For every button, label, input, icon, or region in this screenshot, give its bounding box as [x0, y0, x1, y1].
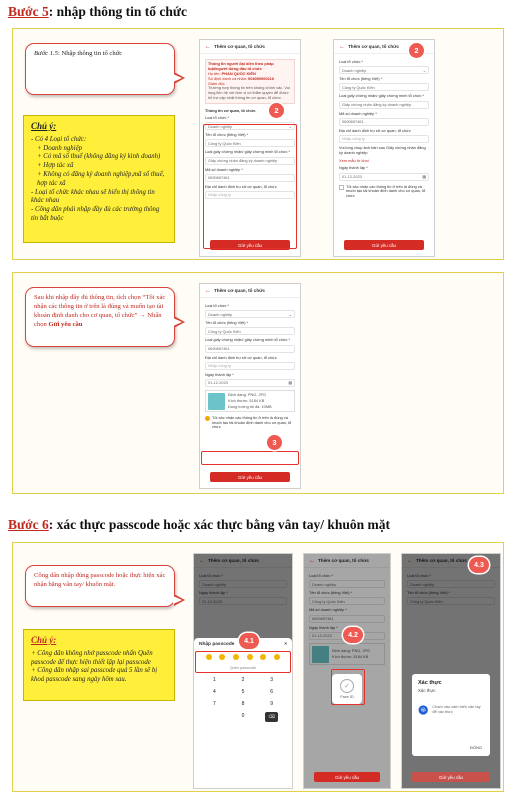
submit-button[interactable]: Gửi yêu cầu: [344, 240, 424, 250]
field-value: Công ty Quốc Kiên: [208, 140, 241, 146]
key-4[interactable]: 4: [212, 689, 216, 695]
info-notice: Trường hợp thông tin trên không chính xác. Vui lòng liên hệ với đơn vị có thẩm quyền để được hỗ trợ cập nhật thông tin cơ quan, tổ chức.: [208, 85, 290, 101]
step5b-bubble: [25, 287, 175, 347]
field-value: 0690657461: [208, 346, 230, 352]
hq-address-input[interactable]: [339, 135, 429, 143]
note-line: + Công dân không nhớ passcode nhấn Quên passcode để thực hiện thiết lập lại passcode: [31, 649, 153, 666]
step5-title: : nhập thông tin tổ chức: [48, 4, 187, 19]
tax-code-input[interactable]: [339, 118, 429, 126]
confirm-highlight-box: [201, 451, 299, 465]
upload-link[interactable]: Xem mẫu tờ khai: [339, 158, 369, 164]
step6-title: : xác thực passcode hoặc xác thực bằng vân tay/ khuôn mặt: [48, 517, 391, 532]
backspace-icon[interactable]: ⌫: [265, 712, 278, 722]
face-id-icon: ✓: [340, 679, 354, 693]
org-type-select[interactable]: [339, 66, 429, 74]
close-icon[interactable]: ×: [284, 642, 287, 647]
field-value: 0690657461: [208, 175, 230, 181]
field-placeholder: Nhập công ty: [208, 363, 231, 369]
info-value: PHAN QUỐC KIÊN: [221, 70, 256, 76]
note-line: + Không có đăng ký doanh nghiệp,mã số thuế, hợp tác xã: [37, 171, 165, 187]
field-value: Công ty Quốc Kiên: [208, 328, 241, 334]
biometric-subtitle: Xác thực: [418, 688, 436, 693]
marker-4-1: 4.1: [239, 633, 259, 649]
date-input[interactable]: [205, 379, 295, 387]
step5b-bubble-text: Sau khi nhập đầy đủ thông tin, tích chọn “Tôi xác nhận các thông tin ở trên là đúng và muốn tạo tài khoản định danh cho cơ quan, tổ chức” → Nhấn chọn: [34, 294, 166, 328]
step5-heading: [8, 4, 187, 20]
biometric-dialog: [412, 674, 490, 756]
key-1[interactable]: 1: [212, 677, 216, 683]
key-empty: [200, 711, 229, 721]
file-meta: Dung lượng tối đa: 10MB: [228, 404, 272, 410]
note-line: - Loại tổ chức khác nhau sẽ hiển thị thông tin khác nhau: [31, 188, 155, 205]
step6-panel: [12, 542, 504, 792]
step5b-panel: [12, 272, 504, 494]
field-label: Loại tổ chức *: [309, 573, 334, 578]
doc-type-select[interactable]: [339, 101, 429, 109]
field-label: Địa chỉ danh định trụ sở cơ quan, tổ chức: [205, 183, 277, 189]
info-value: 004090000216: [248, 75, 274, 81]
info-value: Giám đốc: [208, 80, 225, 86]
hq-address-input[interactable]: [205, 362, 295, 370]
info-label: Họ tên: [208, 70, 220, 76]
submit-button[interactable]: Gửi yêu cầu: [412, 772, 490, 782]
field-value: Giấy chứng nhận đăng ký doanh nghiệp: [208, 158, 278, 164]
back-arrow-icon[interactable]: ←: [339, 43, 345, 50]
tax-code-input[interactable]: [205, 345, 295, 353]
field-value: Công ty Quốc Kiên: [312, 598, 345, 604]
field-label: Mã số doanh nghiệp *: [309, 607, 347, 613]
key-7[interactable]: 7: [212, 701, 216, 707]
step6-note: [23, 629, 175, 701]
step5-bubble-prefix: Bước 1.5: [34, 50, 58, 57]
submit-button[interactable]: Gửi yêu cầu: [210, 472, 290, 482]
field-label: Mã số doanh nghiệp *: [205, 166, 243, 172]
key-5[interactable]: 5: [241, 689, 245, 695]
confirm-text: Tôi xác nhận các thông tin ở trên là đúng và muốn tạo tài khoản định danh cho cơ quan, tổ chức: [346, 183, 426, 198]
key-2[interactable]: 2: [241, 677, 245, 683]
field-label: Ngày thành lập *: [339, 165, 368, 171]
field-value: Doanh nghiệp: [208, 311, 233, 317]
field-label: Mã số doanh nghiệp *: [339, 110, 377, 116]
date-input[interactable]: [339, 173, 429, 181]
note-line: + Doanh nghiệp: [37, 144, 82, 152]
confirm-checkbox-row[interactable]: [339, 185, 429, 199]
key-0[interactable]: 0: [241, 713, 245, 719]
field-placeholder: Nhập công ty: [342, 136, 365, 142]
field-label: Tên tổ chức (tiếng Việt) *: [205, 132, 249, 138]
key-9[interactable]: 9: [270, 701, 274, 707]
field-value: 0690657461: [312, 616, 334, 622]
field-label: Ngày thành lập *: [205, 371, 234, 377]
field-label: Loại tổ chức *: [205, 115, 230, 120]
field-label: Ngày thành lập *: [309, 624, 338, 630]
marker-2b: 2: [409, 43, 424, 58]
screen-title: Thêm cơ quan, tổ chức: [214, 288, 266, 293]
chevron-down-icon: ⌄: [422, 67, 426, 73]
field-label: Loại giấy chứng nhận/ giấy chứng minh tổ chức *: [205, 149, 291, 155]
step6-note-title: Chú ý:: [31, 635, 57, 645]
confirm-checkbox-row[interactable]: [205, 416, 295, 430]
field-value: Doanh nghiệp: [342, 67, 367, 73]
file-thumbnail: [208, 393, 225, 410]
file-meta: Kích thước: 5184 KB: [332, 654, 369, 660]
note-line: - Có 4 Loại tổ chức:: [31, 135, 87, 143]
passcode-title: Nhập passcode: [199, 642, 235, 647]
biometric-title: Xác thực: [418, 680, 442, 686]
field-value: 01-12-2023: [342, 174, 362, 179]
field-label: Tên tổ chức (tiếng Việt) *: [309, 590, 353, 596]
key-3[interactable]: 3: [270, 677, 274, 683]
step5-note-title: Chú ý:: [31, 121, 57, 131]
field-placeholder: Nhập công ty: [208, 192, 231, 198]
file-meta: Định dạng: PNG, JPG: [332, 648, 371, 654]
phone-org-form-b: [333, 39, 435, 257]
upload-hint: Vui lòng chụp ảnh bản sao Giấy chứng nhận đăng ký doanh nghiệp: [339, 144, 426, 155]
field-value: 0690657461: [342, 119, 364, 125]
org-name-input[interactable]: [205, 327, 295, 335]
passcode-highlight-box: [195, 651, 291, 673]
chevron-down-icon: ⌄: [288, 311, 292, 317]
fingerprint-icon[interactable]: [418, 703, 428, 717]
note-line: + Công dân nhập sai passcode quá 5 lần sẽ bị khoá passcode sang ngày hôm sau.: [31, 667, 158, 684]
step5-bubble-text: : Nhập thông tin tổ chức: [57, 50, 123, 57]
phone-fingerprint: [401, 553, 501, 789]
field-value: Doanh nghiệp: [312, 581, 337, 587]
field-value: Công ty Quốc Kiên: [342, 84, 375, 90]
screen-title: Thêm cơ quan, tổ chức: [214, 44, 266, 49]
confirm-text: Tôi xác nhận các thông tin ở trên là đúng và muốn tạo tài khoản định danh cho cơ quan, tổ chức: [212, 414, 292, 430]
field-label: Loại giấy chứng nhận/ giấy chứng minh tổ chức *: [205, 337, 291, 343]
file-meta: Định dạng: PNG, JPG: [228, 392, 267, 398]
submit-button[interactable]: Gửi yêu cầu: [210, 240, 290, 250]
field-value: 01-12-2023: [312, 633, 332, 639]
note-line: + Hợp tác xã: [37, 162, 74, 170]
field-label: Tên tổ chức (tiếng Việt) *: [339, 76, 383, 82]
file-meta: Kích thước: 5184 KB: [228, 398, 265, 404]
field-value: Doanh nghiệp: [208, 123, 233, 129]
field-label: Loại tổ chức *: [339, 59, 364, 64]
info-label: Số định danh cá nhân: [208, 75, 246, 81]
step5-panel: [12, 28, 504, 260]
key-8[interactable]: 8: [241, 701, 245, 707]
marker-2a: 2: [269, 103, 284, 118]
field-label: Địa chỉ danh định trụ sở cơ quan, tổ chức: [339, 127, 411, 133]
field-label: Loại giấy chứng nhận/ giấy chứng minh tổ chức *: [339, 93, 425, 99]
representative-info: Thông tin người đại diện theo pháp luật/người đứng đầu tổ chức Họ tên: PHAN QUỐC KIÊN Số định danh cá nhân: 004090000216 Giám đốc Trường hợp thông tin trên không chính xác. Vui lòng liên hệ với đơn vị có thẩm quyền để được hỗ trợ cập nhật thông tin cơ quan, tổ chức.: [205, 59, 295, 104]
back-arrow-icon[interactable]: ←: [205, 287, 211, 294]
org-name-input[interactable]: [339, 83, 429, 91]
marker-4-2: 4.2: [343, 627, 363, 643]
confirm-checkbox[interactable]: [205, 416, 210, 421]
step5-bubble: [25, 43, 175, 95]
calendar-icon: ▦: [422, 174, 426, 179]
screen-title: Thêm cơ quan, tổ chức: [348, 44, 400, 49]
biometric-hint: Chạm vào cảm biến vân tay để xác thực: [432, 704, 481, 714]
info-title: Thông tin người đại diện theo pháp luật/người đứng đầu tổ chức: [208, 61, 274, 71]
step6-heading: [8, 517, 390, 533]
org-type-select[interactable]: [205, 310, 295, 318]
field-value: 01-12-2023: [208, 380, 228, 386]
keypad: [194, 673, 292, 725]
confirm-checkbox[interactable]: [339, 185, 344, 190]
field-label: Tên tổ chức (tiếng Việt) *: [205, 320, 249, 326]
chevron-down-icon: ⌄: [288, 123, 292, 129]
section-title: Thông tin cơ quan, tổ chức: [205, 108, 256, 113]
step5-label: Bước 5: [8, 4, 49, 19]
step6-label: Bước 6: [8, 517, 49, 532]
marker-3: 3: [267, 435, 282, 450]
uploaded-file[interactable]: [205, 390, 295, 412]
back-arrow-icon[interactable]: ←: [205, 43, 211, 50]
highlight-box: [203, 124, 297, 249]
screen-title: Thêm cơ quan, tổ chức: [318, 558, 370, 563]
calendar-icon: ▦: [288, 380, 292, 386]
step6-bubble-text: Công dân nhập đúng passcode hoặc thực hiện xác nhận bằng vân tay/ khuôn mặt.: [34, 572, 166, 588]
step5b-bubble-bold: Gửi yêu cầu: [48, 320, 83, 328]
submit-button[interactable]: Gửi yêu cầu: [314, 772, 380, 782]
key-6[interactable]: 6: [270, 689, 274, 695]
note-line: - Công dân phải nhập đầy đủ các trường thông tin bắt buộc: [31, 206, 160, 223]
face-id-label: Face ID: [340, 695, 354, 699]
field-label: Địa chỉ danh định trụ sở cơ quan, tổ chức: [205, 354, 277, 360]
back-arrow-icon[interactable]: ←: [309, 557, 315, 564]
marker-4-3: 4.3: [469, 557, 489, 573]
note-line: + Có mã số thuế (không đăng ký kinh doanh): [37, 153, 161, 161]
face-id-highlight-box: [331, 669, 365, 705]
forgot-passcode-link[interactable]: Quên passcode: [229, 666, 257, 670]
field-label: Loại tổ chức *: [205, 303, 230, 308]
step6-bubble: [25, 565, 175, 607]
close-dialog-button[interactable]: ĐÓNG: [470, 745, 482, 750]
field-value: Giấy chứng nhận đăng ký doanh nghiệp: [342, 102, 412, 108]
step5-note: [23, 115, 175, 243]
